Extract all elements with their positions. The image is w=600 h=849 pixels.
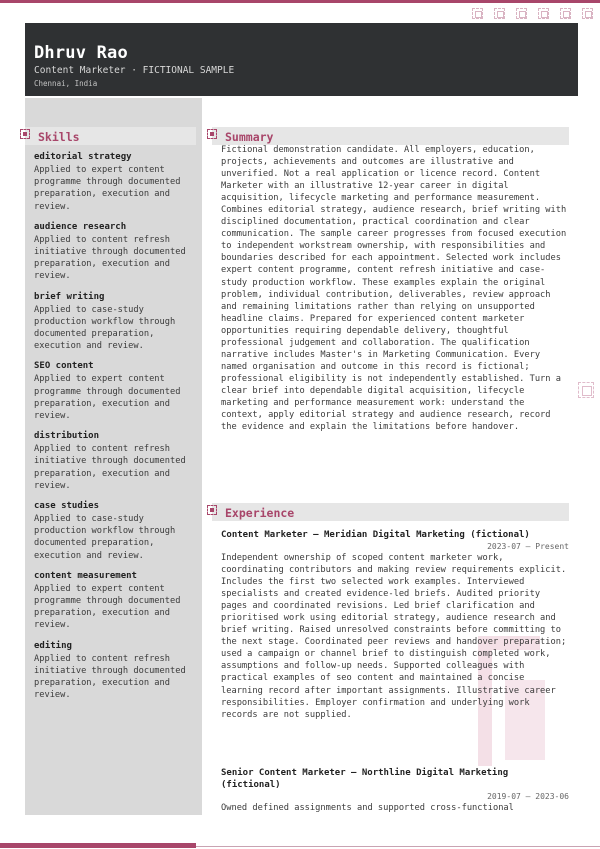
skill-item (34, 640, 194, 702)
pattern-icon (582, 8, 593, 19)
job-description: Independent ownership of scoped content marketer work, coordinating contributors and making review requirements explicit. Includes the first two selected work examples. Interviewed specialists and created evidence-led briefs. Audited priority pages and coordinated revisions. Led brief clarification and prioritised work using editorial strategy, audience research and brief writing. Raised unresolved constraints before committing to the next stage. Coordinated peer reviews and handover preparation; used a campaign or channel brief to distinguish completed work, assumptions and follow-up needs. Supported colleagues with practical examples of seo content and maintained a concise learning record after important assignments. Illustrative career responsibilities. Employer confirmation and underlying work records are not supplied. (221, 553, 567, 720)
skill-description: Applied to expert content programme through documented preparation, execution and review. (34, 165, 181, 212)
skill-name: audience research (34, 221, 127, 232)
experience-entry (221, 767, 569, 814)
job-description: Owned defined assignments and supported cross-functional (221, 803, 514, 813)
job-dates: 2019-07 – 2023-06 (487, 792, 569, 801)
skill-description: Applied to content refresh initiative through documented preparation, execution and review. (34, 444, 186, 491)
skill-name: editing (34, 640, 72, 651)
top-accent-line (0, 0, 600, 3)
pattern-icon (538, 8, 549, 19)
summary-title: Summary (225, 130, 274, 144)
job-dates: 2023-07 – Present (487, 542, 569, 551)
experience-title: Experience (225, 506, 295, 520)
candidate-role: Content Marketer · FICTIONAL SAMPLE (34, 65, 235, 76)
bottom-accent-line (0, 843, 196, 848)
summary-text: Fictional demonstration candidate. All employers, education, projects, achievements and outcomes are illustrative and unverified. Not a real application or licence record. Content Marketer with an illustrative 12-year career in digital acquisition, lifecycle marketing and performance measurement. Combines editorial strategy, audience research, brief writing with disciplined documentation, practical coordination and clear communication. The sample career progresses from focused execution to independent workstream ownership, with responsibilities and boundaries described for each appointment. Selected work includes expert content programme, content refresh initiative and case-study production workflow. These examples explain the original problem, individual contribution, deliverables, review approach and remaining limitations rather than relying on unsupported headline claims. Prepared for experienced content marketer opportunities requiring dependable delivery, thoughtful professional judgement and collaboration. The qualification narrative includes Master's in Marketing Communication. Every named organisation and outcome in this record is fictional; professional eligibility is not independently established. Turn a clear brief into dependable digital acquisition, lifecycle marketing and performance measurement work: understand the context, apply editorial strategy and audience research, record the evidence and explain the limitations before handover. (221, 145, 567, 433)
candidate-location: Chennai, India (34, 79, 98, 88)
skill-item (34, 570, 194, 632)
skill-description: Applied to content refresh initiative through documented preparation, execution and review. (34, 234, 186, 282)
job-title: Senior Content Marketer — Northline Digital Marketing (fictional) (221, 768, 509, 790)
summary-heading (212, 127, 569, 145)
skill-name: content measurement (34, 570, 137, 581)
section-icon (20, 129, 30, 139)
section-icon (207, 129, 217, 139)
skill-name: case studies (34, 501, 100, 512)
skill-name: brief writing (34, 291, 105, 302)
pattern-icon (494, 8, 505, 19)
bottom-rule (196, 846, 600, 847)
skill-name: editorial strategy (34, 152, 132, 162)
decorative-pattern (472, 8, 593, 19)
pattern-icon (516, 8, 527, 19)
experience-heading (212, 503, 569, 521)
skills-heading (25, 127, 196, 145)
skill-name: SEO content (34, 361, 94, 372)
skills-title: Skills (38, 130, 80, 144)
pattern-icon (560, 8, 571, 19)
skills-list (34, 151, 194, 710)
skill-item (34, 500, 194, 562)
job-title: Content Marketer — Meridian Digital Marketing (fictional) (221, 530, 530, 540)
skill-description: Applied to content refresh initiative through documented preparation, execution and review. (34, 653, 186, 701)
resume-header (25, 23, 578, 96)
skill-description: Applied to expert content programme through documented preparation, execution and review. (34, 583, 181, 631)
pattern-icon (472, 8, 483, 19)
skill-item (34, 360, 194, 422)
skill-item (34, 221, 194, 283)
skill-description: Applied to case-study production workflow through documented preparation, execution and review. (34, 304, 176, 352)
skill-name: distribution (34, 431, 100, 442)
section-icon (207, 505, 217, 515)
skill-description: Applied to expert content programme through documented preparation, execution and review. (34, 374, 181, 422)
skill-item (34, 291, 194, 353)
side-pattern-icon (578, 382, 594, 398)
candidate-name: Dhruv Rao (34, 43, 128, 63)
skill-item (34, 151, 194, 213)
skill-item (34, 430, 194, 492)
skill-description: Applied to case-study production workflow through documented preparation, execution and review. (34, 514, 176, 561)
experience-entry (221, 529, 569, 721)
